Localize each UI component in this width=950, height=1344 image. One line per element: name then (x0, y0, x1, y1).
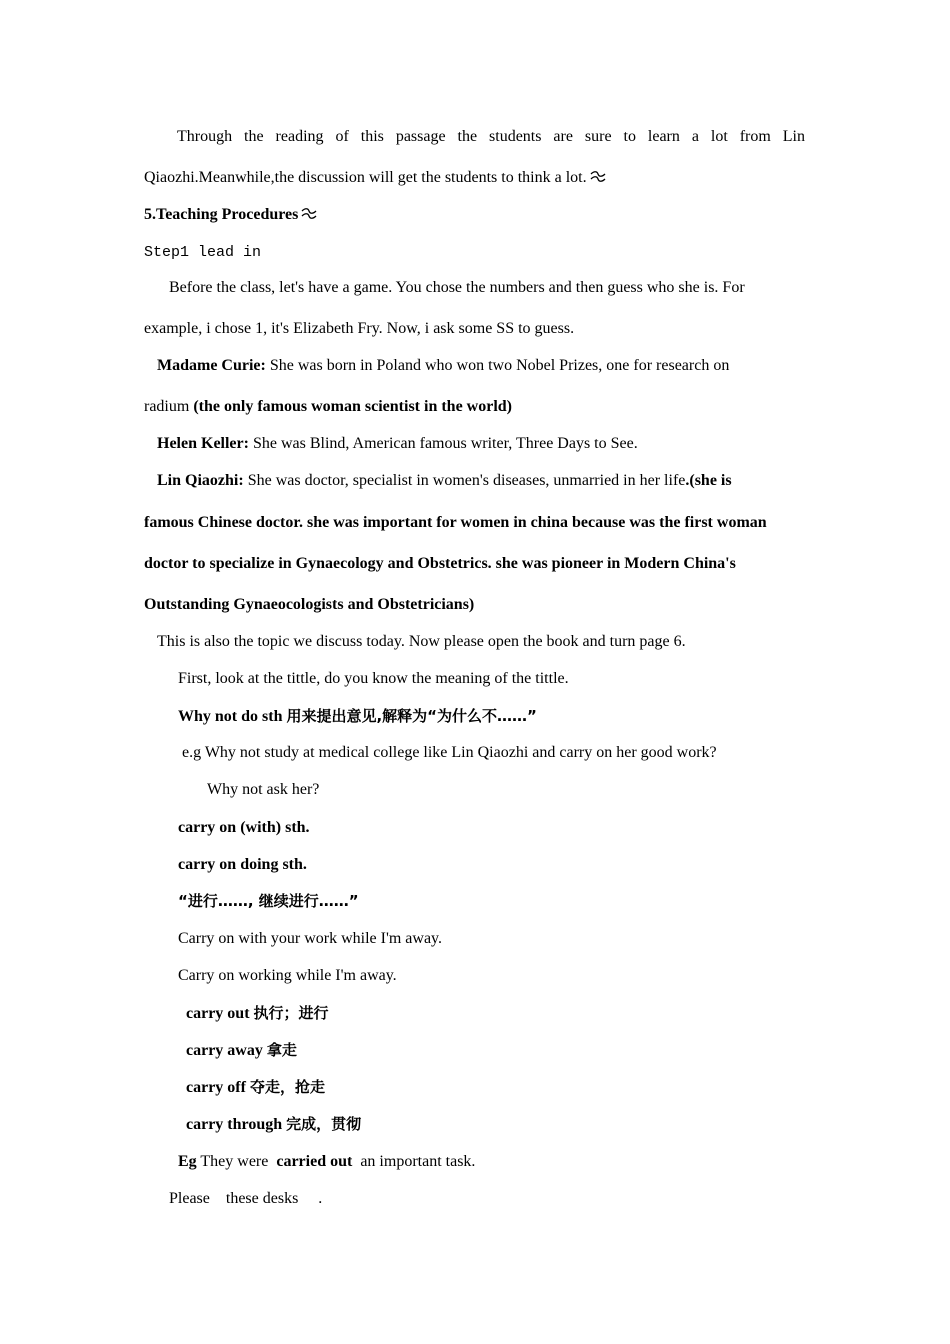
why-not-phrase: Why not do sth (178, 708, 287, 725)
keller-text: She was Blind, American famous writer, Three Days to See. (248, 435, 638, 452)
intro-paragraph-line2 (144, 168, 607, 188)
carry-on-doing-phrase (178, 855, 307, 875)
eg-bold-phrase: carried out (276, 1153, 353, 1170)
curie-line2 (144, 397, 512, 417)
carry-on-doing-text: carry on doing sth. (178, 856, 307, 873)
curie-text: She was born in Poland who won two Nobel Prizes, one for research on (265, 357, 730, 374)
phrase-en: carry off (186, 1079, 250, 1096)
fill-blank-line: Please these desks . (169, 1190, 323, 1207)
carry-on-with-text: carry on (with) sth. (178, 819, 310, 836)
phrase-en: carry through (186, 1116, 287, 1133)
carry-on-example2: Carry on working while I'm away. (178, 967, 397, 984)
step1-heading: Step1 lead in (144, 244, 262, 261)
lin-name: Lin Qiaozhi: (157, 472, 244, 489)
carry-on-meaning (178, 891, 359, 912)
tittle-line: First, look at the tittle, do you know the meaning of the tittle. (178, 670, 569, 687)
why-not-meaning: 用来提出意见,解释为“为什么不……” (286, 707, 537, 725)
eg-text-start: They were (196, 1153, 277, 1170)
phrase-en: carry out (186, 1005, 254, 1022)
intro-text: Qiaozhi.Meanwhile,the discussion will get the students to think a lot. (144, 169, 587, 186)
phrase-cn: 完成，贯彻 (286, 1115, 362, 1133)
curie-name: Madame Curie: (157, 357, 266, 374)
lin-note-3: doctor to specialize in Gynaecology and Obstetrics. she was pioneer in Modern China's (144, 555, 736, 572)
lin-note-4: Outstanding Gynaeocologists and Obstetricians) (144, 596, 475, 613)
curie-line1 (157, 356, 729, 376)
example-line2: Why not ask her? (207, 781, 320, 798)
why-not-line (178, 706, 537, 727)
topic-line: This is also the topic we discuss today. Now please open the book and turn page 6. (157, 633, 686, 650)
example-line1: e.g Why not study at medical college like Lin Qiaozhi and carry on her good work? (182, 744, 717, 761)
phrase-cn: 夺走，抢走 (249, 1078, 325, 1096)
phrase-carry-out (186, 1003, 329, 1024)
lin-line2 (144, 513, 767, 533)
game-line1: Before the class, let's have a game. You chose the numbers and then guess who she is. For (169, 279, 745, 296)
phrase-en: carry away (186, 1042, 267, 1059)
section-heading (144, 205, 318, 225)
paragraph-mark-icon (300, 207, 318, 221)
keller-name: Helen Keller: (157, 435, 249, 452)
eg-label: Eg (178, 1153, 197, 1170)
phrase-cn: 执行；进行 (253, 1004, 329, 1022)
lin-line1 (157, 471, 732, 491)
game-line2: example, i chose 1, it's Elizabeth Fry. Now, i ask some SS to guess. (144, 320, 575, 337)
lin-line3 (144, 554, 736, 574)
carry-on-meaning-text: “进行……, 继续进行……” (178, 892, 359, 910)
curie-note: (the only famous woman scientist in the world) (193, 398, 512, 415)
lin-text: She was doctor, specialist in women's diseases, unmarried in her life (243, 472, 686, 489)
lin-note-2: famous Chinese doctor. she was important for women in china because was the first woman (144, 514, 767, 531)
eg-text-end: an important task. (352, 1153, 476, 1170)
section-heading-text: 5.Teaching Procedures (144, 206, 299, 223)
eg-sentence (178, 1152, 475, 1172)
keller-line (157, 434, 638, 454)
phrase-carry-away (186, 1040, 297, 1061)
intro-paragraph-line1: Through the reading of this passage the students are sure to learn a lot from Lin (177, 128, 805, 145)
lin-line4 (144, 595, 474, 615)
phrase-carry-through (186, 1114, 361, 1135)
phrase-cn: 拿走 (266, 1041, 297, 1059)
curie-text-cont: radium (144, 398, 194, 415)
carry-on-with-phrase (178, 818, 310, 838)
lin-note-start: .(she is (685, 472, 732, 489)
carry-on-example1: Carry on with your work while I'm away. (178, 930, 443, 947)
paragraph-mark-icon (589, 170, 607, 184)
phrase-carry-off (186, 1077, 325, 1098)
